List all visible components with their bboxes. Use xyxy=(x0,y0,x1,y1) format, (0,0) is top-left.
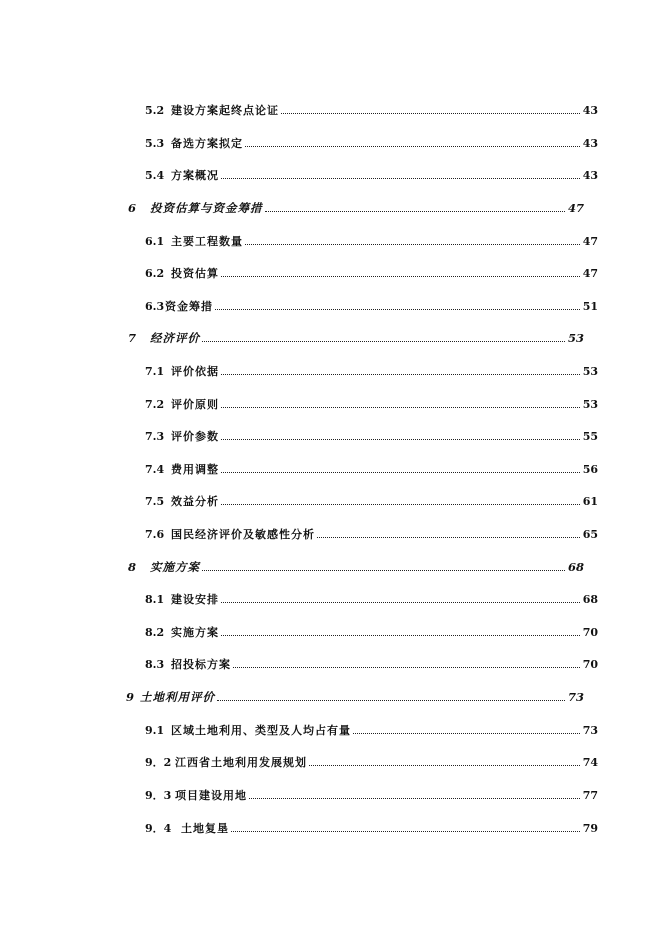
toc-entry-number: 5.4 xyxy=(145,169,165,182)
dot-leader xyxy=(265,211,565,212)
toc-entry-7-2[interactable] xyxy=(145,395,598,411)
dot-leader xyxy=(202,341,565,342)
toc-chapter-page: 73 xyxy=(567,690,584,704)
dot-leader xyxy=(249,798,580,799)
toc-entry-page: 43 xyxy=(582,137,598,150)
toc-entry-number: 9.1 xyxy=(145,724,165,737)
toc-entry-5-2[interactable] xyxy=(145,101,598,117)
dot-leader xyxy=(245,146,580,147)
toc-entry-title: 招投标方案 xyxy=(171,658,231,671)
toc-chapter-7[interactable] xyxy=(128,329,584,345)
dot-leader xyxy=(202,570,565,571)
toc-entry-title: 项目建设用地 xyxy=(175,789,247,802)
toc-entry-7-5[interactable] xyxy=(145,492,598,508)
toc-entry-9-3[interactable] xyxy=(145,786,598,802)
toc-entry-number: 6.2 xyxy=(145,267,165,280)
toc-entry-title: 备选方案拟定 xyxy=(171,137,243,150)
toc-entry-8-2[interactable] xyxy=(145,623,598,639)
toc-chapter-title: 实施方案 xyxy=(150,560,200,574)
dot-leader xyxy=(281,113,580,114)
toc-entry-page: 73 xyxy=(582,724,598,737)
dot-leader xyxy=(231,831,580,832)
toc-entry-title: 江西省土地利用发展规划 xyxy=(175,756,307,769)
toc-chapter-number: 9 xyxy=(126,690,135,704)
dot-leader xyxy=(221,407,580,408)
toc-chapter-page: 53 xyxy=(567,331,584,345)
toc-entry-number: 6.3 xyxy=(145,300,165,313)
toc-entry-page: 68 xyxy=(582,593,598,606)
dot-leader xyxy=(217,700,565,701)
toc-entry-6-3[interactable] xyxy=(145,297,598,313)
dot-leader xyxy=(221,276,580,277)
dot-leader xyxy=(221,439,580,440)
toc-entry-5-4[interactable] xyxy=(145,166,598,182)
toc-chapter-title: 土地利用评价 xyxy=(140,690,215,704)
toc-entry-page: 55 xyxy=(582,430,598,443)
toc-entry-number: 7.3 xyxy=(145,430,165,443)
toc-chapter-title: 经济评价 xyxy=(150,331,200,345)
toc-entry-8-3[interactable] xyxy=(145,655,598,671)
toc-entry-6-1[interactable] xyxy=(145,232,598,248)
dot-leader xyxy=(221,178,580,179)
toc-entry-title: 方案概况 xyxy=(171,169,219,182)
toc-entry-7-3[interactable] xyxy=(145,427,598,443)
toc-entry-9-2[interactable] xyxy=(145,753,598,769)
toc-entry-7-1[interactable] xyxy=(145,362,598,378)
toc-entry-number: 7.6 xyxy=(145,528,165,541)
toc-entry-title: 投资估算 xyxy=(171,267,219,280)
toc-entry-page: 70 xyxy=(582,658,598,671)
toc-entry-6-2[interactable] xyxy=(145,264,598,280)
toc-entry-page: 47 xyxy=(582,267,598,280)
toc-entry-title: 费用调整 xyxy=(171,463,219,476)
toc-entry-page: 43 xyxy=(582,169,598,182)
toc-chapter-number: 8 xyxy=(128,560,137,574)
dot-leader xyxy=(221,472,580,473)
toc-entry-number: 7.1 xyxy=(145,365,165,378)
toc-entry-number: 8.3 xyxy=(145,658,165,671)
toc-entry-page: 47 xyxy=(582,235,598,248)
toc-entry-7-4[interactable] xyxy=(145,460,598,476)
toc-chapter-number: 6 xyxy=(128,201,137,215)
toc-entry-title: 资金筹措 xyxy=(165,300,213,313)
toc-chapter-9[interactable] xyxy=(126,688,584,704)
toc-entry-page: 79 xyxy=(582,822,598,835)
toc-entry-title: 国民经济评价及敏感性分析 xyxy=(171,528,315,541)
toc-chapter-6[interactable] xyxy=(128,199,584,215)
toc-entry-page: 77 xyxy=(582,789,598,802)
toc-entry-title: 主要工程数量 xyxy=(171,235,243,248)
toc-chapter-8[interactable] xyxy=(128,558,584,574)
toc-entry-title: 建设安排 xyxy=(171,593,219,606)
toc-entry-9-4[interactable] xyxy=(145,819,598,835)
toc-entry-page: 51 xyxy=(582,300,598,313)
toc-entry-9-1[interactable] xyxy=(145,721,598,737)
dot-leader xyxy=(309,765,580,766)
toc-entry-title: 建设方案起终点论证 xyxy=(171,104,279,117)
toc-entry-page: 53 xyxy=(582,398,598,411)
toc-entry-page: 61 xyxy=(582,495,598,508)
toc-entry-number: 7.5 xyxy=(145,495,165,508)
toc-entry-number: 9．3 xyxy=(145,789,172,802)
dot-leader xyxy=(233,667,580,668)
toc-entry-5-3[interactable] xyxy=(145,134,598,150)
dot-leader xyxy=(221,635,580,636)
toc-chapter-number: 7 xyxy=(128,331,137,345)
dot-leader xyxy=(353,733,580,734)
toc-entry-title: 评价参数 xyxy=(171,430,219,443)
toc-entry-title: 土地复垦 xyxy=(181,822,229,835)
toc-entry-number: 9．2 xyxy=(145,756,172,769)
toc-entry-title: 评价原则 xyxy=(171,398,219,411)
toc-entry-title: 实施方案 xyxy=(171,626,219,639)
toc-entry-number: 7.4 xyxy=(145,463,165,476)
toc-entry-8-1[interactable] xyxy=(145,590,598,606)
toc-entry-title: 效益分析 xyxy=(171,495,219,508)
toc-chapter-page: 47 xyxy=(567,201,584,215)
dot-leader xyxy=(221,602,580,603)
dot-leader xyxy=(245,244,580,245)
toc-entry-number: 9．4 xyxy=(145,822,172,835)
toc-entry-number: 8.2 xyxy=(145,626,165,639)
toc-entry-page: 74 xyxy=(582,756,598,769)
dot-leader xyxy=(221,504,580,505)
toc-chapter-title: 投资估算与资金筹措 xyxy=(150,201,263,215)
toc-entry-number: 5.3 xyxy=(145,137,165,150)
toc-entry-page: 65 xyxy=(582,528,598,541)
toc-entry-page: 70 xyxy=(582,626,598,639)
toc-entry-number: 8.1 xyxy=(145,593,165,606)
dot-leader xyxy=(215,309,580,310)
toc-entry-title: 区域土地利用、类型及人均占有量 xyxy=(171,724,351,737)
toc-entry-page: 43 xyxy=(582,104,598,117)
toc-entry-number: 6.1 xyxy=(145,235,165,248)
dot-leader xyxy=(317,537,580,538)
toc-entry-title: 评价依据 xyxy=(171,365,219,378)
toc-chapter-page: 68 xyxy=(567,560,584,574)
toc-entry-number: 7.2 xyxy=(145,398,165,411)
toc-entry-number: 5.2 xyxy=(145,104,165,117)
toc-entry-page: 56 xyxy=(582,463,598,476)
toc-entry-page: 53 xyxy=(582,365,598,378)
toc-entry-7-6[interactable] xyxy=(145,525,598,541)
dot-leader xyxy=(221,374,580,375)
